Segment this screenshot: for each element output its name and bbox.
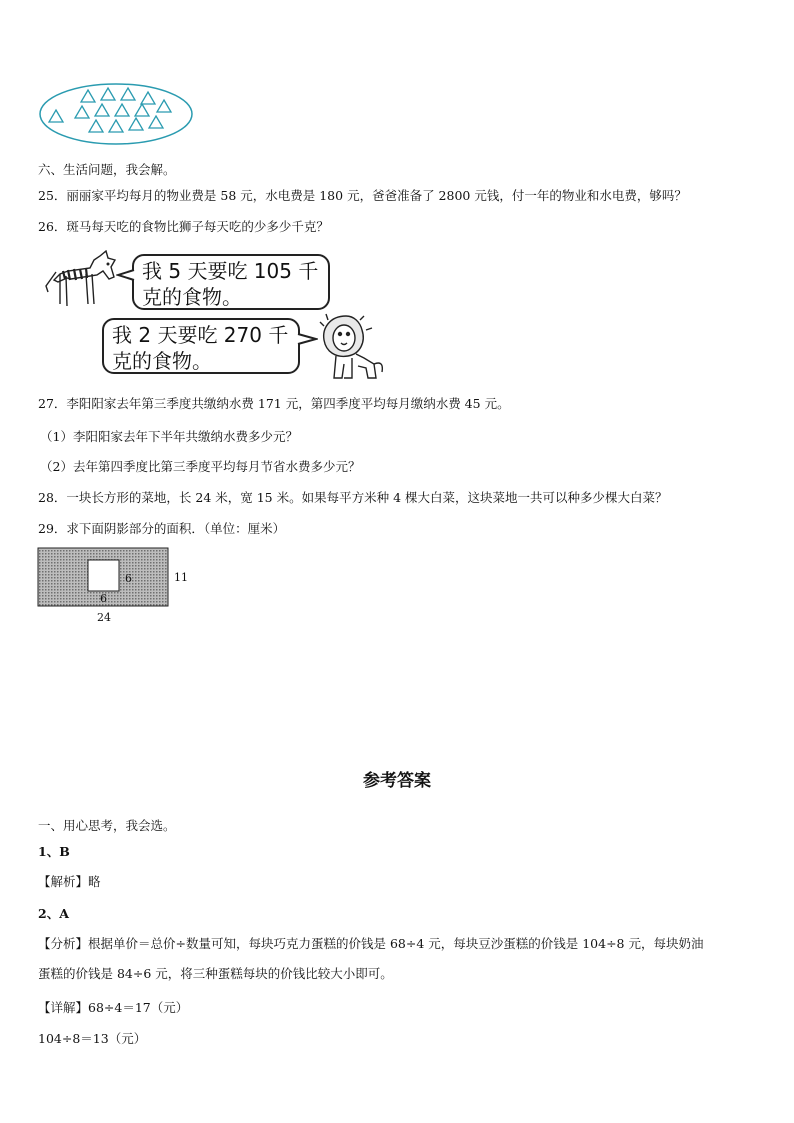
triangle-icon — [115, 104, 129, 116]
answer-2-detail-line2: 104÷8＝13（元） — [38, 1031, 147, 1046]
triangle-icon — [75, 106, 89, 118]
inner-square — [88, 560, 119, 591]
inner-side-right-label: 6 — [125, 572, 132, 585]
outer-width-label: 24 — [97, 611, 111, 624]
question-25: 25．丽丽家平均每月的物业费是 58 元，水电费是 180 元，爸爸准备了 2800 元钱，付一年的物业和水电费，够吗？ — [38, 188, 687, 203]
question-27: 27．李阳阳家去年第三季度共缴纳水费 171 元，第四季度平均每月缴纳水费 45 元。 — [38, 396, 510, 411]
question-28: 28．一块长方形的菜地，长 24 米，宽 15 米。如果每平方米种 4 棵大白菜，这块菜地一共可以种多少棵大白菜？ — [38, 490, 668, 505]
question-29: 29．求下面阴影部分的面积．（单位：厘米） — [38, 521, 286, 536]
answer-2: 2、A — [38, 906, 69, 921]
zebra-illustration — [38, 250, 124, 316]
triangle-icon — [109, 120, 123, 132]
answer-1: 1、B — [38, 844, 70, 859]
question-26: 26．斑马每天吃的食物比狮子每天吃的少多少千克？ — [38, 219, 329, 234]
answer-title: 参考答案 — [363, 771, 431, 791]
zebra-speech-bubble — [132, 254, 330, 310]
zebra-bubble-line1: 我 5 天要吃 105 千 — [142, 259, 319, 283]
answer-2-analysis-line1: 【分析】根据单价＝总价÷数量可知，每块巧克力蛋糕的价钱是 68÷4 元，每块豆沙蛋糕的价钱是 104÷8 元，每块奶油 — [38, 936, 704, 951]
question-27-part1: （1）李阳阳家去年下半年共缴纳水费多少元？ — [40, 429, 298, 444]
answer-1-analysis: 【解析】略 — [38, 874, 101, 889]
zebra-bubble-line2: 克的食物。 — [142, 285, 242, 309]
lion-bubble-line1: 我 2 天要吃 270 千 — [112, 323, 289, 347]
triangle-icon — [141, 92, 155, 104]
zebra-bubble-tail — [116, 268, 136, 282]
lion-bubble-tail — [296, 332, 318, 346]
triangle-icon — [89, 120, 103, 132]
answer-2-analysis-line2: 蛋糕的价钱是 84÷6 元，将三种蛋糕每块的价钱比较大小即可。 — [38, 966, 393, 981]
triangle-icon — [157, 100, 171, 112]
outer-height-label: 11 — [174, 571, 188, 584]
triangle-icon — [149, 116, 163, 128]
lion-bubble-line2: 克的食物。 — [112, 349, 212, 373]
triangle-icon — [121, 88, 135, 100]
triangle-icon — [49, 110, 63, 122]
triangles — [49, 88, 171, 132]
inner-side-bottom-label: 6 — [100, 592, 107, 605]
section6-heading: 六、生活问题，我会解。 — [38, 162, 176, 177]
shaded-area-figure — [36, 544, 196, 626]
triangle-icon — [129, 118, 143, 130]
triangle-ellipse-figure — [36, 80, 198, 150]
triangle-icon — [81, 90, 95, 102]
triangle-icon — [135, 104, 149, 116]
lion-illustration — [316, 312, 388, 384]
lion-speech-bubble — [102, 318, 300, 374]
triangle-icon — [95, 104, 109, 116]
triangle-icon — [101, 88, 115, 100]
answer-2-detail: 【详解】68÷4＝17（元） — [38, 1000, 189, 1015]
answer-section1-heading: 一、用心思考，我会选。 — [38, 818, 176, 833]
question-27-part2: （2）去年第四季度比第三季度平均每月节省水费多少元？ — [40, 459, 361, 474]
